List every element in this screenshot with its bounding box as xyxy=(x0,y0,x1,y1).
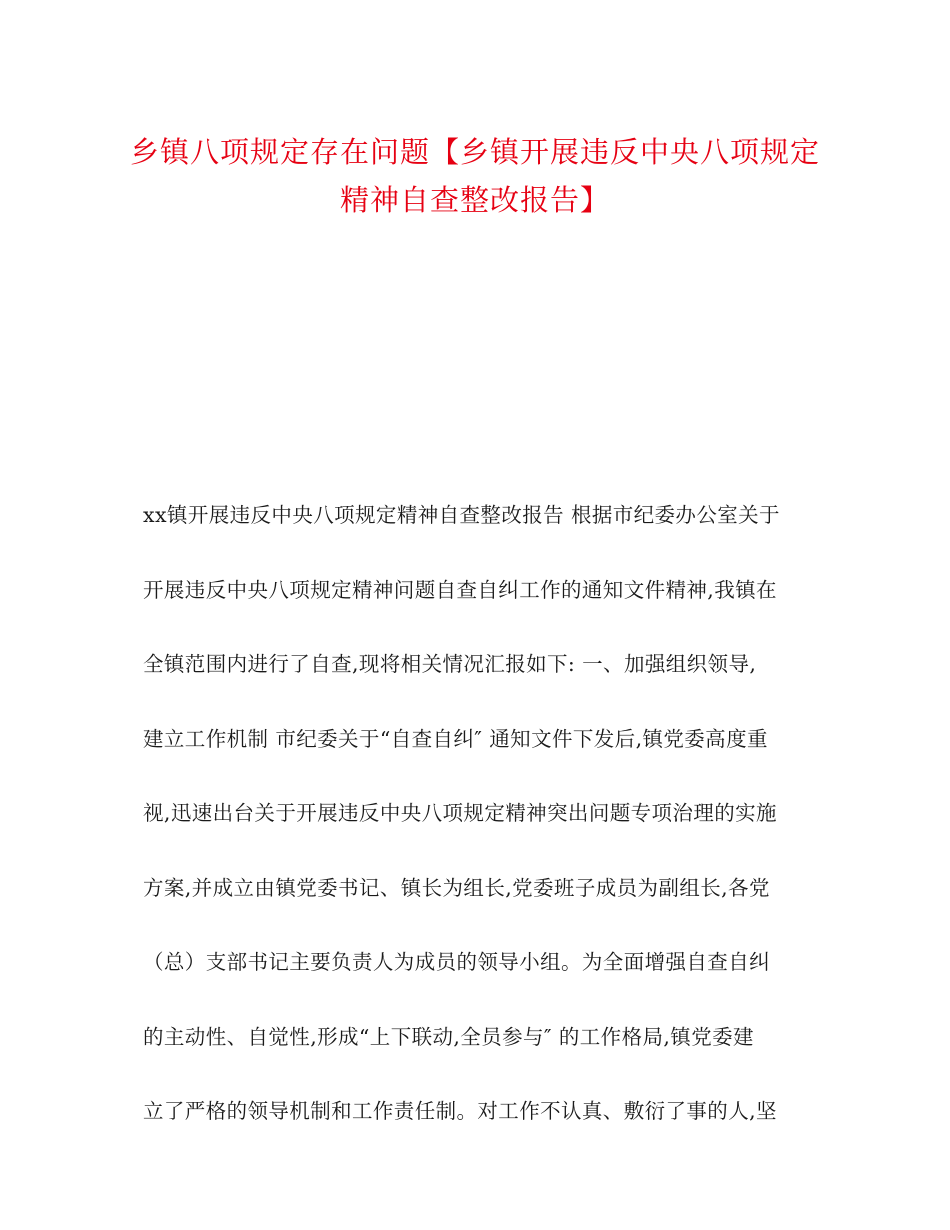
body-line: 立了严格的领导机制和工作责任制。对工作不认真、敷衍了事的人,坚 xyxy=(143,1099,777,1123)
document-body xyxy=(143,478,808,1149)
body-line: xx镇开展违反中央八项规定精神自查整改报告 根据市纪委办公室关于 xyxy=(143,503,780,527)
body-line: 建立工作机制 市纪委关于“自查自纠″ 通知文件下发后,镇党委高度重 xyxy=(143,726,768,751)
body-line: 开展违反中央八项规定精神问题自查自纠工作的通知文件精神,我镇在 xyxy=(143,577,777,602)
body-line: 视,迅速出台关于开展违反中央八项规定精神突出问题专项治理的实施 xyxy=(143,801,777,825)
body-line: 全镇范围内进行了自查,现将相关情况汇报如下: 一、加强组织领导, xyxy=(143,652,757,676)
body-line: 的主动性、自觉性,形成“上下联动,全员参与″ 的工作格局,镇党委建 xyxy=(143,1024,754,1049)
document-title: 乡镇八项规定存在问题【乡镇开展违反中央八项规定精神自查整改报告】 xyxy=(129,135,820,217)
body-line: （总）支部书记主要负责人为成员的领导小组。为全面增强自查自纠 xyxy=(143,950,770,974)
body-line: 方案,并成立由镇党委书记、镇长为组长,党委班子成员为副组长,各党 xyxy=(143,875,770,900)
